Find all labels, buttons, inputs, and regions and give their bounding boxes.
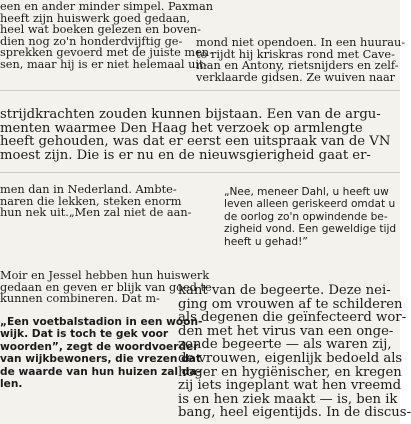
text-line: de oorlog zo'n opwindende be- [224,210,388,223]
text-line: heel wat boeken gelezen en boven- [0,23,201,37]
clip-begeerte [178,283,411,421]
text-line: van wijkbewoners, die vrezen dat [0,353,201,366]
text-line: menten waarmee Den Haag het verzoek op armlengte [0,120,363,136]
text-line: heeft gehouden, was dat er eerst een uitspraak van de VN [0,134,391,150]
clip-top-right [196,36,406,84]
clip-moir [0,269,212,306]
text-line: strijdkrachten zouden kunnen bijstaan. Een van de argu- [0,107,381,122]
clip-divider [0,172,400,173]
text-line: bang, heel eigentijds. In de discus- [178,405,411,421]
text-line: verklaarde gidsen. Ze wuiven naar [196,70,396,84]
clip-divider [0,90,400,91]
text-line: hun nek uit.„Men zal niet de aan- [0,206,192,220]
text-line: heeft u gehad!” [224,235,308,248]
text-line: man en Antony, rietsnijders en zelf- [196,59,399,73]
text-line: men dan in Nederland. Ambte- [0,183,177,196]
text-line: kant van de begeerte. Deze nei- [178,283,391,298]
clip-middle-wide [0,108,400,162]
quote-dahl [224,186,400,248]
text-line: den met het virus van een onge- [178,323,394,339]
text-line: heeft zijn huiswerk goed gedaan, [0,11,191,25]
text-line: sen, maar hij is er niet helemaal uit- [0,57,208,71]
text-line: len. [0,378,23,391]
text-line: de vrouwen, eigenlijk bedoeld als [178,350,403,366]
text-line: sprekken gevoerd met de juiste men- [0,46,213,60]
clip-top-left [0,0,213,71]
text-line: ging om vrouwen af te schilderen [178,296,403,312]
clip-netherlands [0,184,190,219]
text-line: een en ander minder simpel. Paxman [0,0,213,13]
text-line: „Nee, meneer Dahl, u heeft uw [224,186,389,198]
text-line: zonde begeerte — als waren zij, [178,337,392,353]
text-line: moest zijn. Die is er nu en de nieuwsgierigheid gaat er- [0,147,371,163]
text-line: is en hen ziek maakt — is, ben ik [178,391,398,407]
text-line: woorden”, zegt de woordvoerder [0,340,199,353]
quote-voetbal [0,316,203,391]
text-line: leven alleen geriskeerd omdat u [224,198,396,211]
text-line: dien nog zo'n honderdvijftig ge- [0,34,183,48]
text-line: hoger en hygiënischer, en kregen [178,364,402,380]
text-line: naren die lekken, steken enorm [0,194,182,208]
text-line: de waarde van hun huizen zal da- [0,365,201,378]
text-line: zigheid vond. Een geweldige tijd [224,223,397,236]
text-line: gedaan en geven er blijk van goed te [0,280,212,294]
text-line: mond niet opendoen. In een huurau- [196,36,406,49]
text-line: zij iets ingeplant wat hen vreemd [178,378,402,394]
text-line: als degenen die geïnfecteerd wor- [178,310,407,326]
text-line: wijk. Dat is toch te gek voor [0,328,169,341]
text-line: kunnen combineren. Dat m- [0,292,160,306]
text-line: „Een voetbalstadion in een woon- [0,316,203,328]
text-line: to rijdt hij kriskras rond met Cave- [196,47,395,61]
text-line: Moir en Jessel hebben hun huiswerk [0,269,210,282]
